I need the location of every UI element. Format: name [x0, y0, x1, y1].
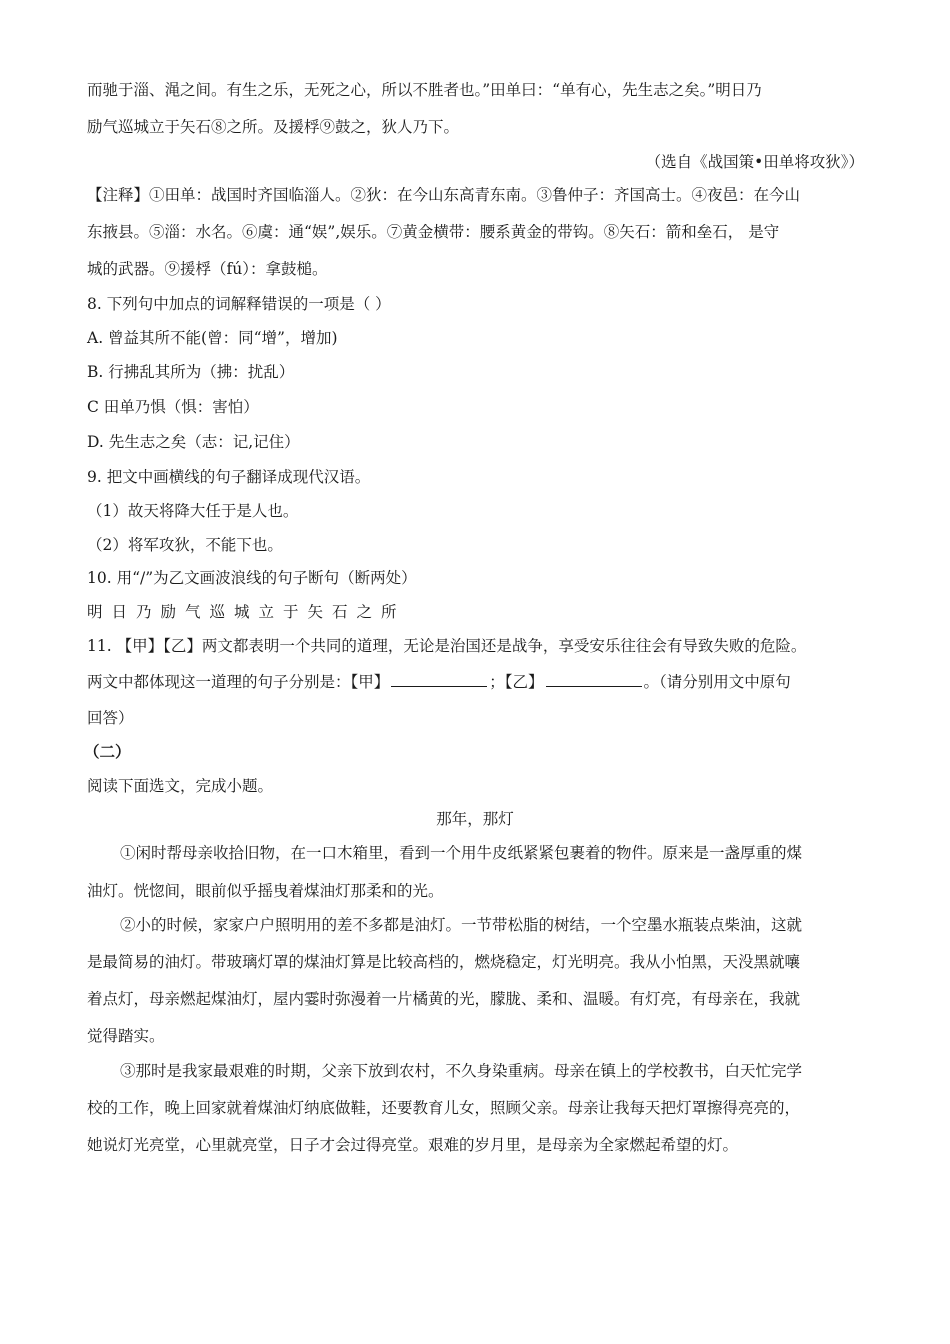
question-8-option-c: C 田单乃惧（惧：害怕） [87, 398, 259, 416]
paragraph-3-line-1: ③那时是我家最艰难的时期，父亲下放到农村，不久身染重病。母亲在镇上的学校教书，白天忙完学 [120, 1062, 803, 1080]
paragraph-2-line-2: 是最简易的油灯。带玻璃灯罩的煤油灯算是比较高档的，燃烧稳定，灯光明亮。我从小怕黑，天没黑就嚷 [87, 953, 801, 971]
question-11-prompt: 两文中都体现这一道理的句子分别是：【甲】 [87, 673, 390, 691]
question-11-line-2 [87, 671, 791, 693]
question-11-instruction: 。（请分别用文中原句 [643, 673, 791, 691]
question-8-option-b: B. 行拂乱其所为（拂：扰乱） [87, 363, 295, 381]
question-11-line-3: 回答） [87, 709, 134, 727]
passage-jia-line-1: 而驰于淄、渑之间。有生之乐，无死之心，所以不胜者也。”田单曰：“单有心，先生志之矣。”明日乃 [87, 81, 762, 99]
paragraph-2-line-4: 觉得踏实。 [87, 1027, 165, 1045]
passage-source: （选自《战国策•田单将攻狄》） [645, 153, 864, 171]
question-11-line-1: 11. 【甲】【乙】两文都表明一个共同的道理，无论是治国还是战争，享受安乐往往会有导致失败的危险。 [87, 637, 807, 655]
notes-line-1: 【注释】①田单：战国时齐国临淄人。②狄：在今山东高青东南。③鲁仲子：齐国高士。④夜邑：在今山 [87, 186, 801, 204]
section-2-heading: （二） [84, 742, 131, 761]
paragraph-2-line-3: 着点灯，母亲燃起煤油灯，屋内霎时弥漫着一片橘黄的光，朦胧、柔和、温暖。有灯亮，有母亲在，我就 [87, 990, 801, 1008]
article-title: 那年，那灯 [436, 810, 514, 828]
question-8-stem: 8. 下列句中加点的词解释错误的一项是（ ） [87, 295, 391, 313]
answer-blank-jia[interactable] [391, 671, 487, 687]
question-8-option-a: A. 曾益其所不能(曾：同“增”，增加) [87, 329, 338, 347]
question-9-stem: 9. 把文中画横线的句子翻译成现代汉语。 [87, 468, 371, 486]
paragraph-2-line-1: ②小的时候，家家户户照明用的差不多都是油灯。一节带松脂的树结，一个空墨水瓶装点柴油，这就 [120, 916, 803, 934]
question-9-sentence-1: （1）故天将降大任于是人也。 [87, 502, 299, 520]
notes-line-2: 东掖县。⑤淄：水名。⑥虞：通“娱”,娱乐。⑦黄金横带：腰系黄金的带钩。⑧矢石：箭和垒石， 是守 [87, 223, 780, 241]
paragraph-3-line-3: 她说灯光亮堂，心里就亮堂，日子才会过得亮堂。艰难的岁月里，是母亲为全家燃起希望的灯。 [87, 1136, 739, 1154]
question-10-stem: 10. 用“/”为乙文画波浪线的句子断句（断两处） [87, 569, 417, 587]
question-10-sentence: 明日乃励气巡城立于矢石之所 [87, 603, 406, 621]
passage-jia-line-2: 励气巡城立于矢石⑧之所。及援桴⑨鼓之，狄人乃下。 [87, 118, 460, 136]
paragraph-1-line-2: 油灯。恍惚间，眼前似乎摇曳着煤油灯那柔和的光。 [87, 882, 444, 900]
paragraph-1-line-1: ①闲时帮母亲收拾旧物，在一口木箱里，看到一个用牛皮纸紧紧包裹着的物件。原来是一盏厚重的煤 [120, 844, 803, 862]
section-2-instruction: 阅读下面选文，完成小题。 [87, 777, 274, 795]
question-9-sentence-2: （2）将军攻狄，不能下也。 [87, 536, 283, 554]
question-8-option-d: D. 先生志之矣（志：记,记住） [87, 433, 300, 451]
notes-line-3: 城的武器。⑨援桴（fú）：拿鼓槌。 [87, 260, 328, 278]
answer-blank-yi[interactable] [546, 671, 642, 687]
question-11-separator: ；【乙】 [489, 673, 544, 691]
paragraph-3-line-2: 校的工作，晚上回家就着煤油灯纳底做鞋，还要教育儿女，照顾父亲。母亲让我每天把灯罩擦得亮亮的， [87, 1099, 801, 1117]
